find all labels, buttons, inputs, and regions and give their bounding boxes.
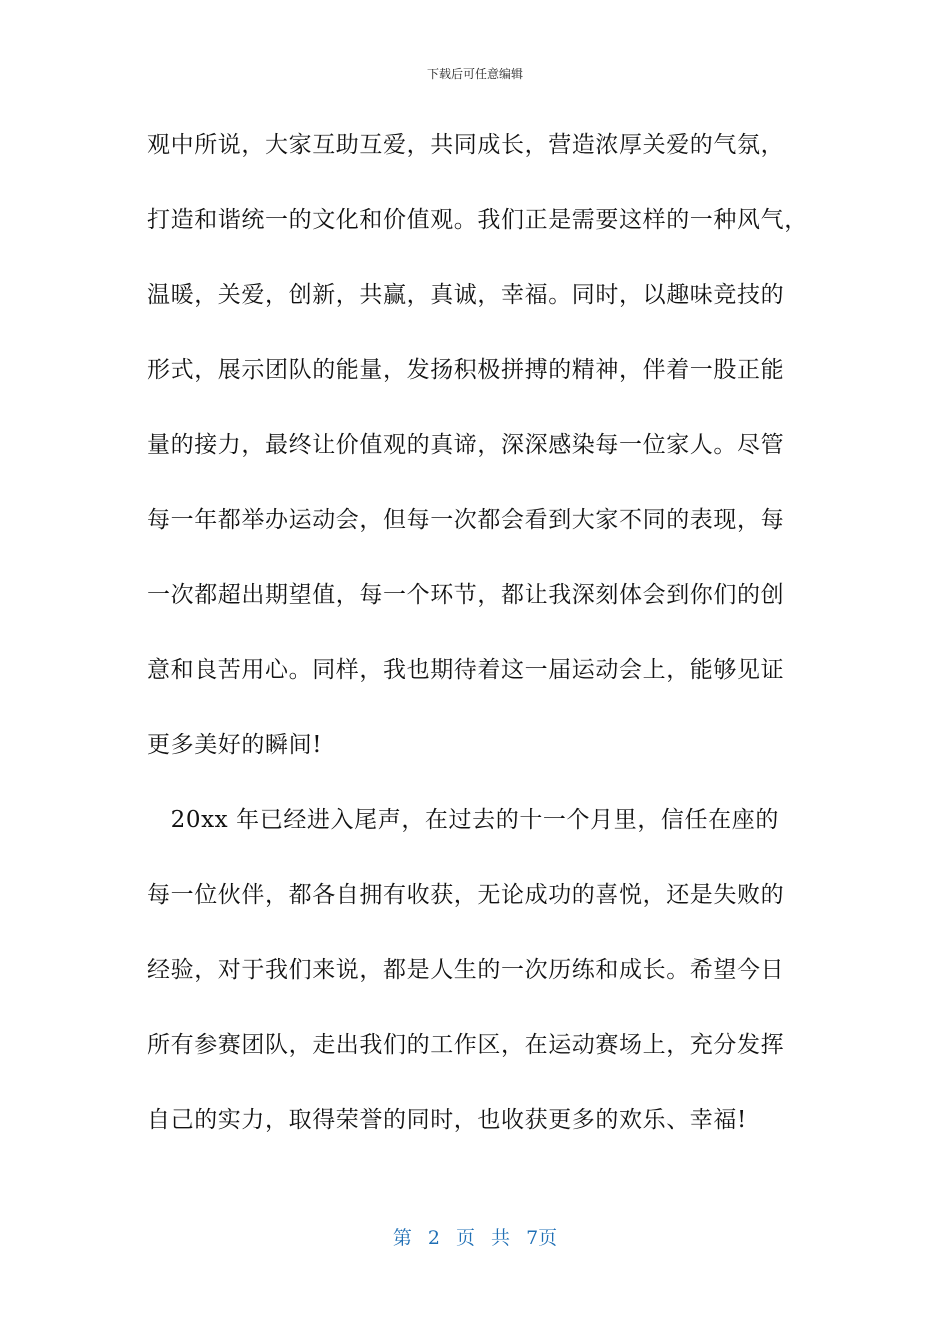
text-line: 形式，展示团队的能量，发扬积极拼搏的精神，伴着一股正能 xyxy=(147,357,785,383)
text-line: 意和良苦用心。同样，我也期待着这一届运动会上，能够见证 xyxy=(147,657,785,683)
text-line: 每一年都举办运动会，但每一次都会看到大家不同的表现，每 xyxy=(147,507,785,533)
paragraph-start-line: 20xx 年已经进入尾声，在过去的十一个月里，信任在座的 xyxy=(147,807,779,833)
document-body xyxy=(147,126,807,1176)
text-line: 所有参赛团队，走出我们的工作区，在运动赛场上，充分发挥 xyxy=(147,1032,785,1058)
text-line: 一次都超出期望值，每一个环节，都让我深刻体会到你们的创 xyxy=(147,582,785,608)
text-line: 经验，对于我们来说，都是人生的一次历练和成长。希望今日 xyxy=(147,957,785,983)
page-number-footer: 第 2 页 共 7页 xyxy=(392,1227,558,1249)
page-header-note: 下载后可任意编辑 xyxy=(426,67,523,81)
text-line: 温暖，关爱，创新，共赢，真诚，幸福。同时，以趣味竞技的 xyxy=(147,282,785,308)
text-line: 打造和谐统一的文化和价值观。我们正是需要这样的一种风气， xyxy=(147,207,808,233)
text-line: 自己的实力，取得荣誉的同时，也收获更多的欢乐、幸福! xyxy=(147,1107,747,1133)
text-line: 观中所说，大家互助互爱，共同成长，营造浓厚关爱的气氛， xyxy=(147,132,785,158)
text-line: 量的接力，最终让价值观的真谛，深深感染每一位家人。尽管 xyxy=(147,432,785,458)
text-line: 更多美好的瞬间! xyxy=(147,732,323,758)
text-line: 每一位伙伴，都各自拥有收获，无论成功的喜悦，还是失败的 xyxy=(147,882,785,908)
